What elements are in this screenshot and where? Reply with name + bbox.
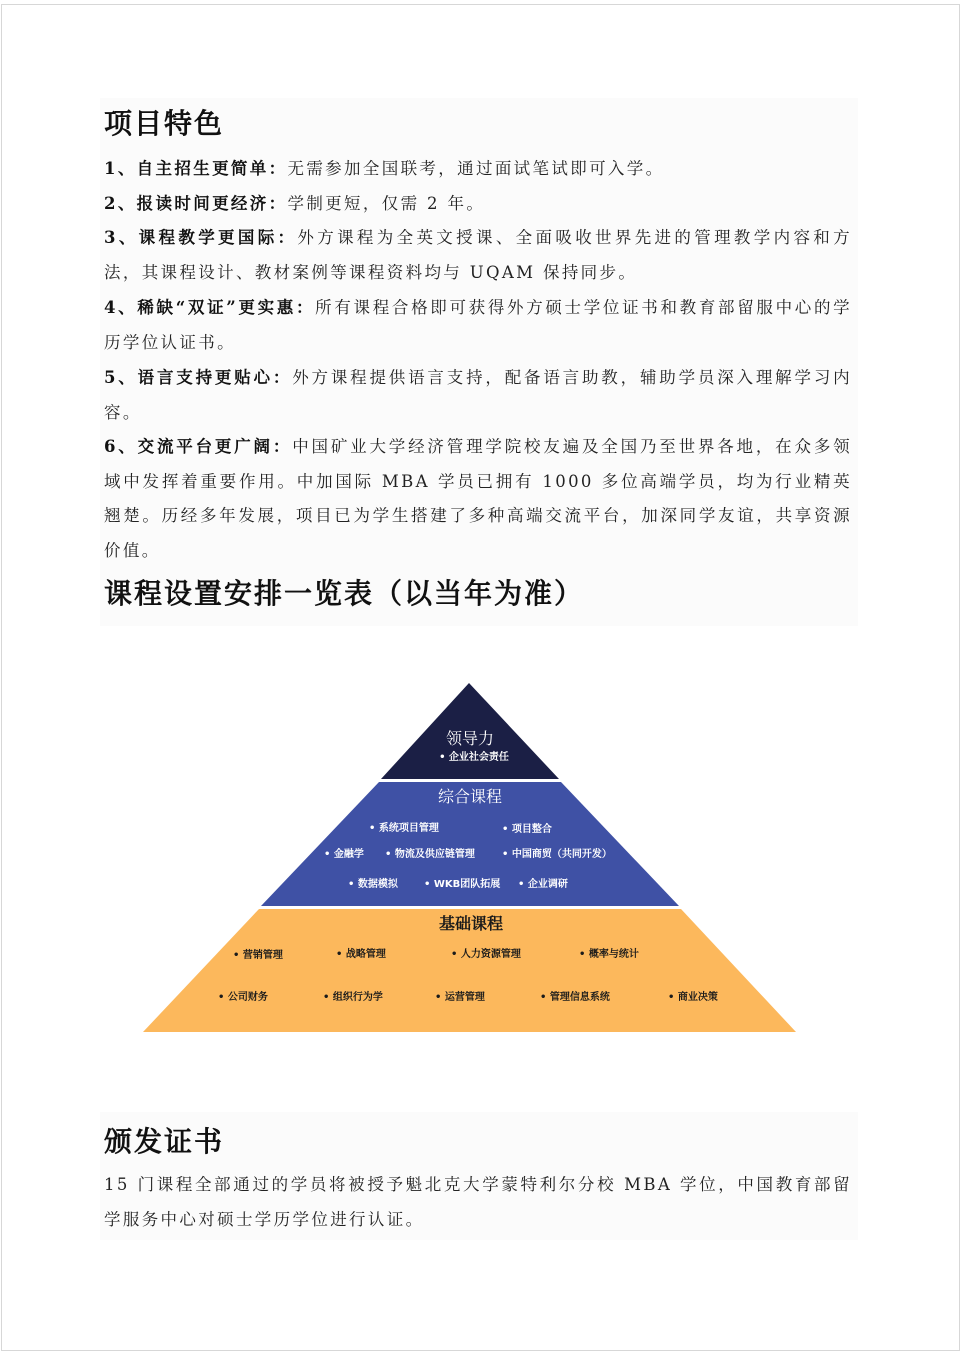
top-tier-item: • 企业社会责任 [439,752,509,763]
base-tier-item: • 概率与统计 [579,949,639,960]
base-tier-item: • 组织行为学 [323,992,383,1003]
feature-head: 4、稀缺“双证”更实惠： [104,298,316,317]
middle-tier-item: • 金融学 [324,849,364,860]
feature-head: 1、自主招生更简单： [104,159,288,178]
feature-item-6 [104,430,852,569]
base-tier-item: • 管理信息系统 [540,992,610,1003]
features-title: 项目特色 [104,107,225,140]
base-tier-item: • 商业决策 [668,992,718,1003]
base-tier-item: • 战略管理 [336,949,386,960]
base-tier-item: • 公司财务 [218,992,268,1003]
feature-head: 2、报读时间更经济： [104,194,288,213]
feature-head: 3、课程教学更国际： [104,228,298,247]
feature-item-2 [104,187,852,222]
feature-item-5 [104,361,852,430]
middle-tier-item: • 系统项目管理 [369,823,439,834]
feature-body: 学制更短，仅需 2 年。 [287,194,486,213]
middle-tier-item: • 数据模拟 [348,879,398,890]
feature-body: 无需参加全国联考，通过面试笔试即可入学。 [287,159,665,178]
feature-body: 外方课程提供语言支持，配备语言助教，辅助学员深入理解学习内容。 [104,368,852,422]
middle-tier-title: 综合课程 [437,787,503,806]
middle-tier-item: • 项目整合 [502,824,552,835]
middle-tier-item: • 物流及供应链管理 [385,849,475,860]
middle-tier-item: • 中国商贸（共同开发） [502,849,612,860]
base-tier-item: • 人力资源管理 [451,949,521,960]
feature-item-1 [104,152,852,187]
middle-tier-item: • WKB团队拓展 [424,879,501,890]
base-tier-title: 基础课程 [438,914,504,933]
feature-body: 中国矿业大学经济管理学院校友遍及全国乃至世界各地，在众多领域中发挥着重要作用。中加国际 MBA 学员已拥有 1000 多位高端学员，均为行业精英翘楚。历经多年发展，项目已为学生搭建了多种高端交流平台，加深同学友谊，共享资源价值。 [104,437,852,561]
top-tier-title: 领导力 [445,729,495,748]
base-tier-item: • 运营管理 [435,992,485,1003]
certificate-title: 颁发证书 [104,1125,225,1158]
feature-body: 外方课程为全英文授课、全面吸收世界先进的管理教学内容和方法，其课程设计、教材案例等课程资料均与 UQAM 保持同步。 [104,228,852,282]
feature-item-3 [104,221,852,290]
feature-item-4 [104,291,852,360]
base-tier-item: • 营销管理 [233,950,283,961]
feature-head: 5、语言支持更贴心： [104,368,293,387]
middle-tier-item: • 企业调研 [518,879,568,890]
feature-body: 所有课程合格即可获得外方硕士学位证书和教育部留服中心的学历学位认证书。 [104,298,852,352]
feature-head: 6、交流平台更广阔： [104,437,293,456]
curriculum-pyramid [140,680,800,1036]
certificate-body: 15 门课程全部通过的学员将被授予魁北克大学蒙特利尔分校 MBA 学位，中国教育部留学服务中心对硕士学历学位进行认证。 [104,1175,852,1229]
curriculum-title: 课程设置安排一览表（以当年为准） [104,577,585,610]
